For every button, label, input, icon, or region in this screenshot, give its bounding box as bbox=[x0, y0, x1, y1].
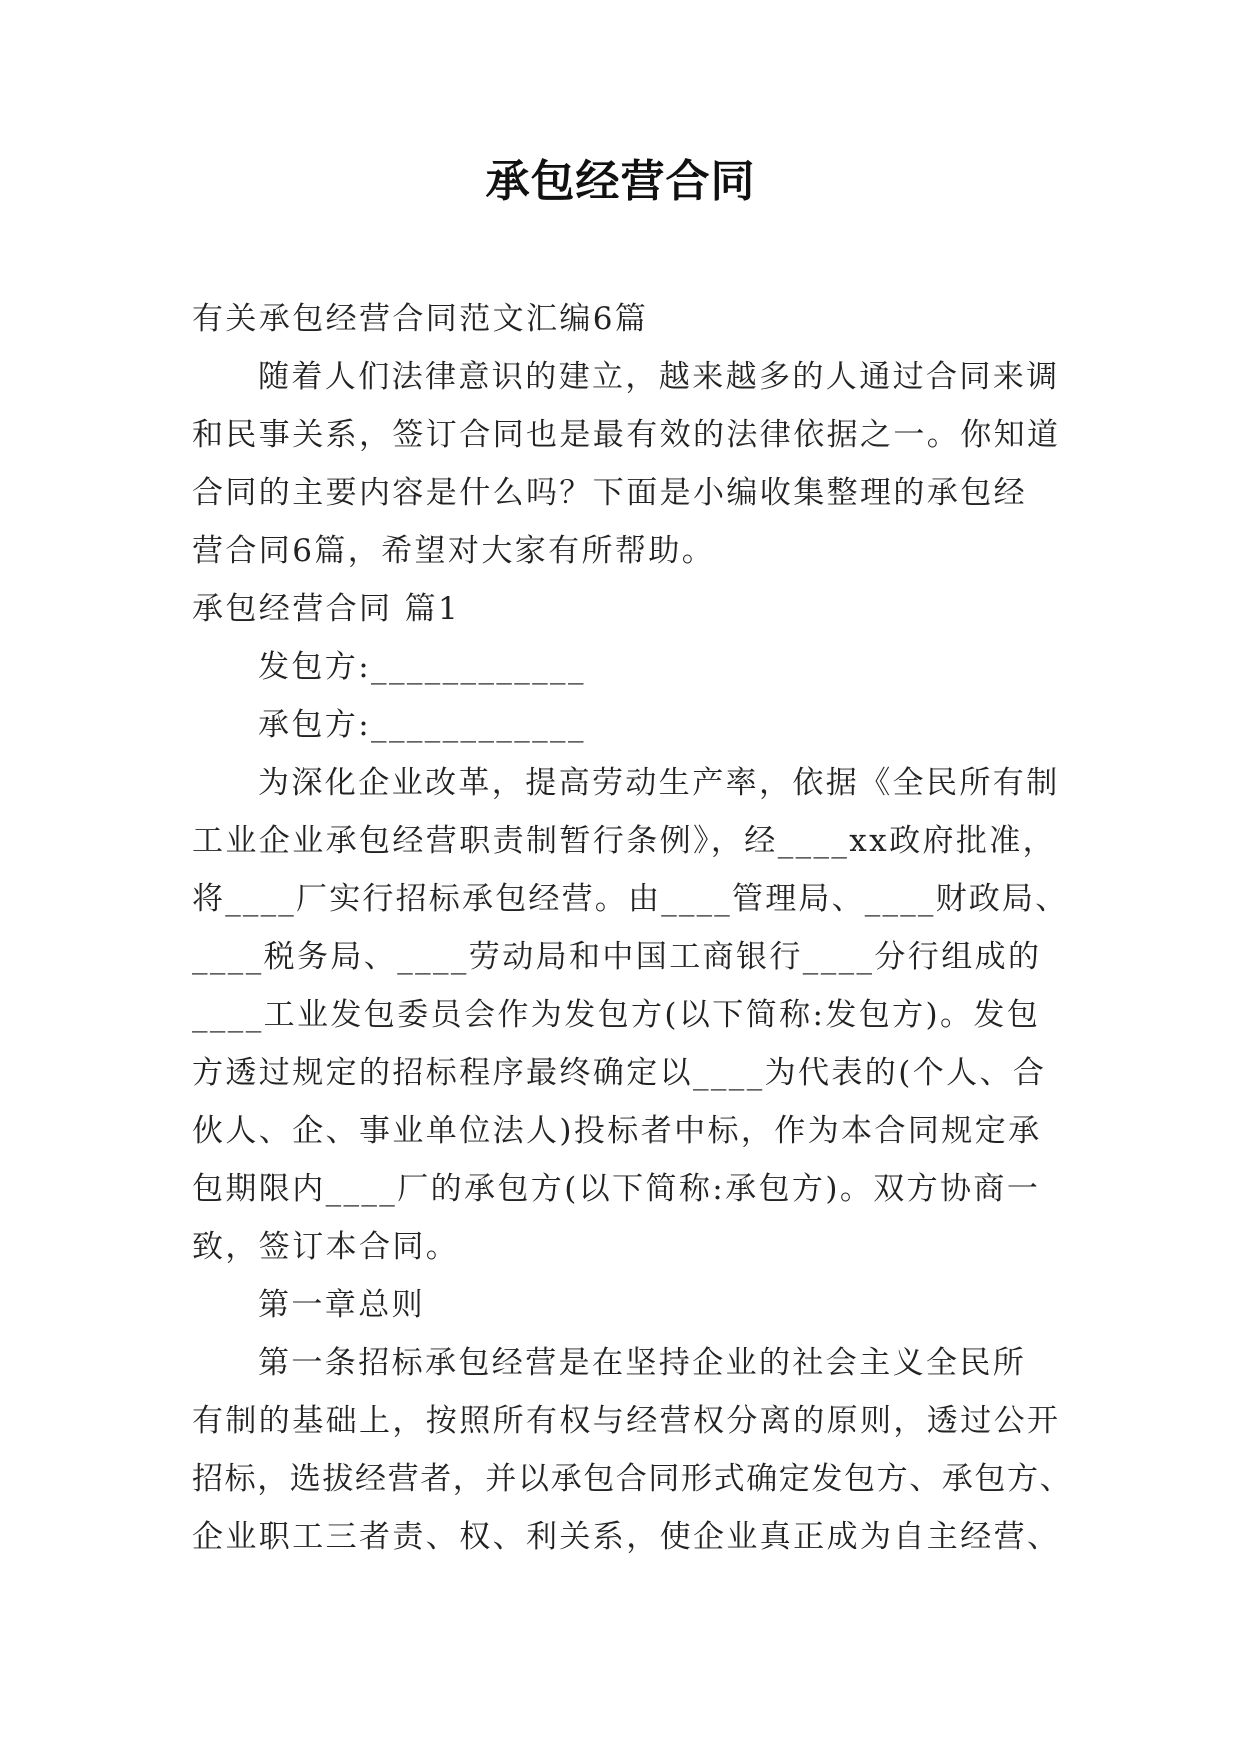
preamble-line-2: 工业企业承包经营职责制暂行条例》，经____xx政府批准， bbox=[192, 823, 1057, 859]
intro-line-3: 合同的主要内容是什么吗？下面是小编收集整理的承包经 bbox=[192, 475, 1027, 511]
line-subtitle: 有关承包经营合同范文汇编6篇 bbox=[192, 301, 649, 337]
section-heading: 承包经营合同 篇1 bbox=[192, 591, 461, 627]
intro-line-1: 随着人们法律意识的建立，越来越多的人通过合同来调 bbox=[258, 359, 1060, 395]
party-a-line: 发包方:____________ bbox=[258, 649, 586, 685]
preamble-line-6: 方透过规定的招标程序最终确定以____为代表的(个人、合 bbox=[192, 1055, 1047, 1091]
party-b-line: 承包方:____________ bbox=[258, 707, 586, 743]
document-title: 承包经营合同 bbox=[485, 156, 756, 207]
document-body bbox=[192, 290, 1072, 1566]
preamble-line-9: 致，签订本合同。 bbox=[192, 1229, 460, 1265]
preamble-line-8: 包期限内____厂的承包方(以下简称:承包方)。双方协商一 bbox=[192, 1171, 1041, 1207]
intro-line-4: 营合同6篇，希望对大家有所帮助。 bbox=[192, 533, 716, 569]
preamble-line-4: ____税务局、____劳动局和中国工商银行____分行组成的 bbox=[192, 939, 1042, 975]
preamble-line-7: 伙人、企、事业单位法人)投标者中标，作为本合同规定承 bbox=[192, 1113, 1042, 1149]
article-line-4: 企业职工三者责、权、利关系，使企业真正成为自主经营、 bbox=[192, 1519, 1061, 1555]
article-line-1: 第一条招标承包经营是在坚持企业的社会主义全民所 bbox=[258, 1345, 1027, 1381]
intro-line-2: 和民事关系，签订合同也是最有效的法律依据之一。你知道 bbox=[192, 417, 1061, 453]
preamble-line-1: 为深化企业改革，提高劳动生产率，依据《全民所有制 bbox=[258, 765, 1060, 801]
article-line-2: 有制的基础上，按照所有权与经营权分离的原则，透过公开 bbox=[192, 1403, 1061, 1439]
preamble-line-5: ____工业发包委员会作为发包方(以下简称:发包方)。发包 bbox=[192, 997, 1041, 1033]
preamble-line-3: 将____厂实行招标承包经营。由____管理局、____财政局、 bbox=[192, 881, 1069, 917]
article-line-3: 招标，选拔经营者，并以承包合同形式确定发包方、承包方、 bbox=[192, 1461, 1073, 1497]
chapter-heading: 第一章总则 bbox=[258, 1287, 425, 1323]
